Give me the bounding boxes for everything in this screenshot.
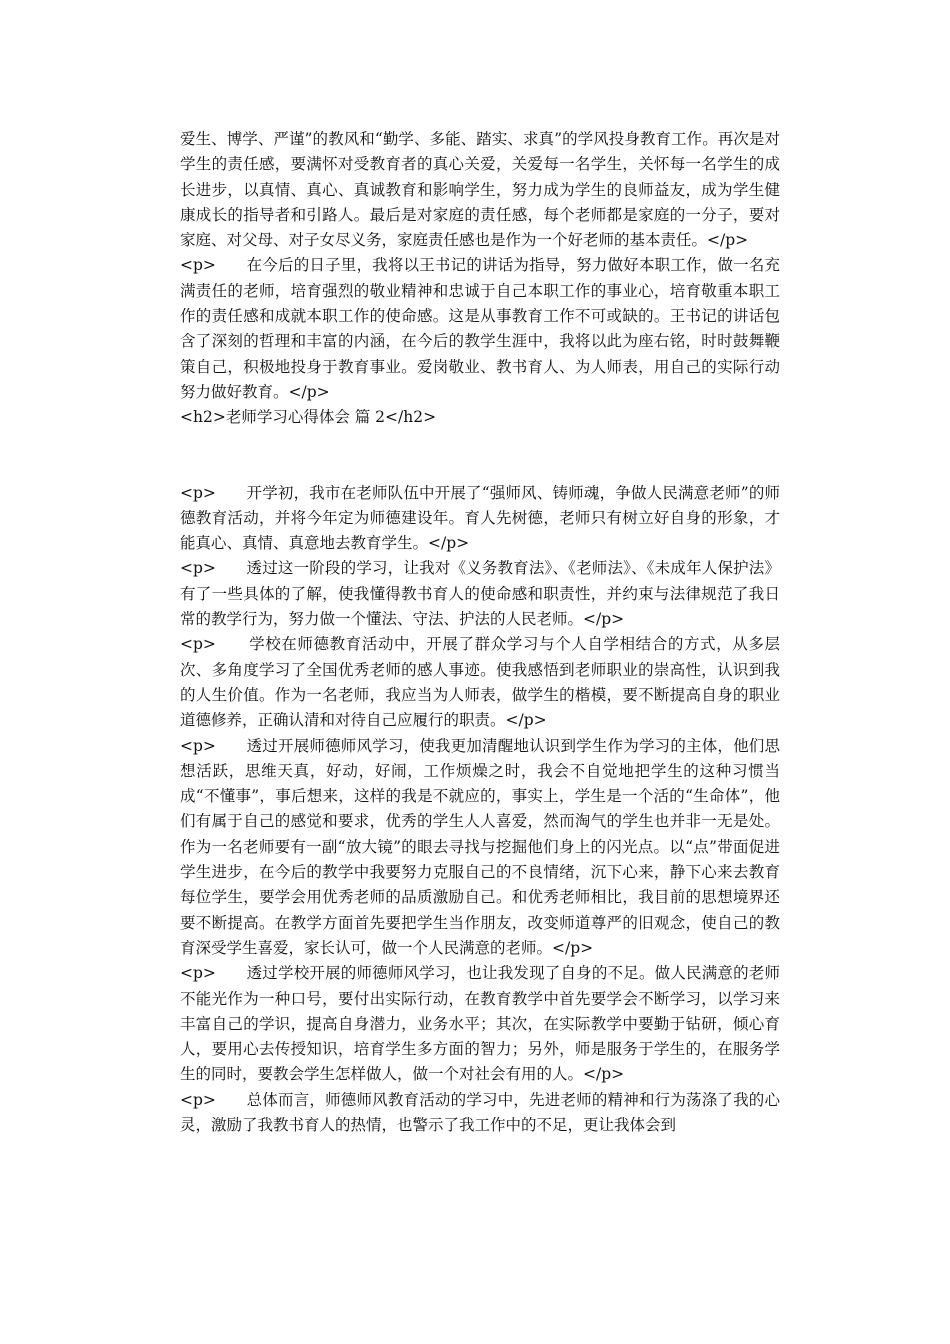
paragraph: <p> 总体而言，师德师风教育活动的学习中，先进老师的精神和行为荡涤了我的心灵，激励了我教书育人的热情，也警示了我工作中的不足，更让我体会到	[180, 1090, 780, 1134]
section-heading: <h2>老师学习心得体会 篇 2</h2>	[180, 408, 437, 427]
document-page	[180, 127, 780, 1138]
paragraph: <p> 透过开展师德师风学习，使我更加清醒地认识到学生作为学习的主体，他们思想活跃，思维天真，好动，好闹，工作烦燥之时，我会不自觉地把学生的这种习惯当成“不懂事”，事后想来，这样的我是不就应的，事实上，学生是一个活的“生命体”，他们有属于自己的感觉和要求，优秀的学生人人喜爱，然而淘气的学生也并非一无是处。作为一名老师要有一副“放大镜”的眼去寻找与挖掘他们身上的闪光点。以“点”带面促进学生进步，在今后的教学中我要努力克服自己的不良情绪，沉下心来，静下心来去教育每位学生，要学会用优秀老师的品质激励自己。和优秀老师相比，我目前的思想境界还要不断提高。在教学方面首先要把学生当作朋友，改变师道尊严的旧观念，使自己的教育深受学生喜爱，家长认可，做一个人民满意的老师。</p>	[180, 736, 780, 957]
paragraph: <p> 透过学校开展的师德师风学习，也让我发现了自身的不足。做人民满意的老师不能光作为一种口号，要付出实际行动，在教育教学中首先要学会不断学习，以学习来丰富自己的学识，提高自身潜力，业务水平；其次，在实际教学中要勤于钻研，倾心育人，要用心去传授知识，培育学生多方面的智力；另外，师是服务于学生的，在服务学生的同时，要教会学生怎样做人，做一个对社会有用的人。</p>	[180, 964, 780, 1084]
spacer	[180, 431, 780, 481]
paragraph: <p> 在今后的日子里，我将以王书记的讲话为指导，努力做好本职工作，做一名充满责任的老师，培育强烈的敬业精神和忠诚于自己本职工作的事业心，培育敬重本职工作的责任感和成就本职工作的使命感。这是从事教育工作不可或缺的。王书记的讲话包含了深刻的哲理和丰富的内涵，在今后的教学生涯中，我将以此为座右铭，时时鼓舞鞭策自己，积极地投身于教育事业。爱岗敬业、教书育人、为人师表，用自己的实际行动努力做好教育。</p>	[180, 256, 780, 401]
paragraph: <p> 开学初，我市在老师队伍中开展了“强师风、铸师魂，争做人民满意老师”的师德教育活动，并将今年定为师德建设年。育人先树德，老师只有树立好自身的形象，才能真心、真情、真意地去教育学生。</p>	[180, 483, 780, 553]
paragraph: <p> 学校在师德教育活动中，开展了群众学习与个人自学相结合的方式，从多层次、多角度学习了全国优秀老师的感人事迹。使我感悟到老师职业的崇高性，认识到我的人生价值。作为一名老师，我应当为人师表，做学生的楷模，要不断提高自身的职业道德修养，正确认清和对待自己应履行的职责。</p>	[180, 635, 780, 730]
paragraph: 爱生、博学、严谨”的教风和“勤学、多能、踏实、求真”的学风投身教育工作。再次是对学生的责任感，要满怀对受教育者的真心关爱，关爱每一名学生，关怀每一名学生的成长进步，以真情、真心、真诚教育和影响学生，努力成为学生的良师益友，成为学生健康成长的指导者和引路人。最后是对家庭的责任感，每个老师都是家庭的一分子，要对家庭、对父母、对子女尽义务，家庭责任感也是作为一个好老师的基本责任。</p>	[180, 130, 780, 250]
paragraph: <p> 透过这一阶段的学习，让我对《义务教育法》、《老师法》、《未成年人保护法》有了一些具体的了解，使我懂得教书育人的使命感和职责性，并约束与法律规范了我日常的教学行为，努力做一个懂法、守法、护法的人民老师。</p>	[180, 559, 780, 629]
